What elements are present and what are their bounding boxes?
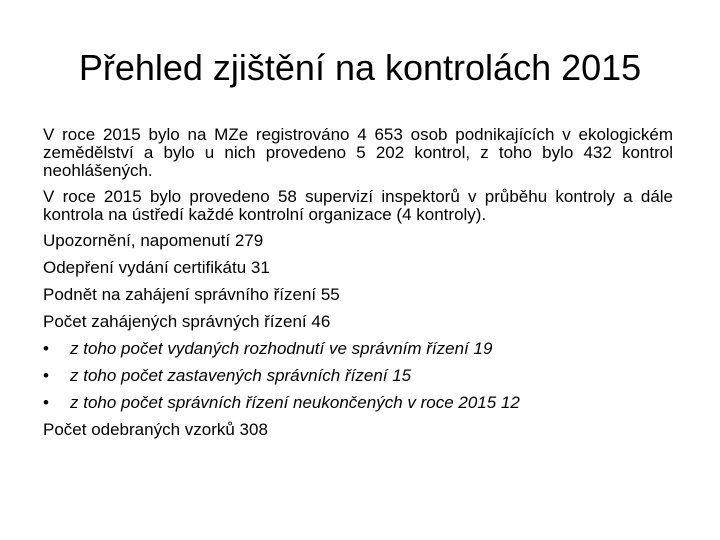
line-certificate-denial: Odepření vydání certifikátu 31 (43, 258, 270, 277)
paragraph-supervision: V roce 2015 bylo provedeno 58 supervizí inspektorů v průběhu kontroly a dále kontrola na ústředí každé kontrolní organizace (4 kontroly). (43, 187, 673, 224)
bullet-text-unfinished: z toho počet správních řízení neukončených v roce 2015 12 (70, 393, 520, 412)
line-proceedings-started: Počet zahájených správných řízení 46 (43, 312, 331, 331)
line-proceedings-initiative: Podnět na zahájení správního řízení 55 (43, 285, 340, 304)
slide-title: Přehled zjištění na kontrolách 2015 (78, 47, 642, 88)
bullet-icon: • (43, 366, 49, 385)
paragraph-registration: V roce 2015 bylo na MZe registrováno 4 653 osob podnikajících v ekologickém zemědělství a bylo u nich provedeno 5 202 kontrol, z toho bylo 432 kontrol neohlášených. (43, 125, 673, 180)
line-warnings: Upozornění, napomenutí 279 (43, 231, 264, 250)
bullet-item (43, 367, 673, 385)
bullet-text-decisions: z toho počet vydaných rozhodnutí ve správním řízení 19 (70, 339, 493, 358)
bullet-text-stopped: z toho počet zastavených správních řízení 15 (70, 366, 412, 385)
bullet-icon: • (43, 339, 49, 358)
bullet-item (43, 340, 673, 358)
line-samples: Počet odebraných vzorků 308 (43, 420, 268, 439)
bullet-icon: • (43, 393, 49, 412)
bullet-item (43, 394, 673, 412)
slide-body (43, 126, 673, 448)
